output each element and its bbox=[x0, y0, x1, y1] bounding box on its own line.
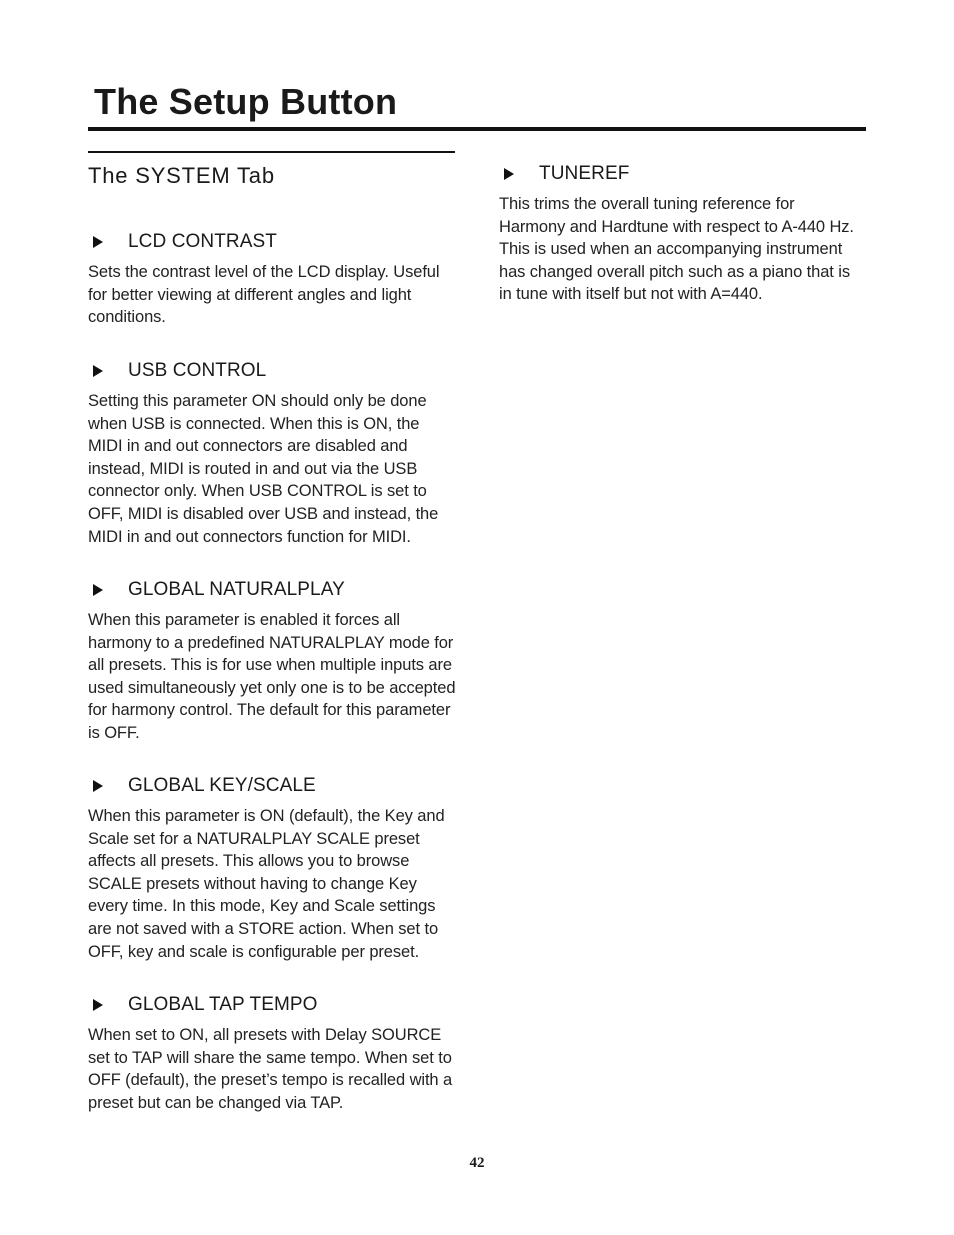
section-body: Setting this parameter ON should only be done when USB is connected. When this is ON, the MIDI in and out connectors are disabled and instead, MIDI is routed in and out via the USB connector only. When USB CONTROL is set to OFF, MIDI is disabled over USB and instead, the MIDI in and out connectors function for MIDI. bbox=[88, 392, 439, 546]
page-title: The Setup Button bbox=[94, 81, 398, 122]
section-body: When this parameter is enabled it forces all harmony to a predefined NATURALPLAY mode for all presets. This is for use when multiple inputs are used simultaneously yet only one is to be accepted for harmony control. The default for this parameter is OFF. bbox=[88, 611, 456, 742]
section-heading: USB CONTROL bbox=[128, 360, 267, 381]
section-heading: GLOBAL TAP TEMPO bbox=[128, 994, 318, 1015]
section-body: This trims the overall tuning reference for Harmony and Hardtune with respect to A-440 Hz. This is used when an accompanying instrument has changed overall pitch such as a piano that is in tune with itself but not with A=440. bbox=[499, 195, 854, 304]
section-body: When this parameter is ON (default), the Key and Scale set for a NATURALPLAY SCALE preset affects all presets. This allows you to browse SCALE presets without having to change Key every time. In this mode, Key and Scale settings are not saved with a STORE action. When set to OFF, key and scale is configurable per preset. bbox=[88, 807, 445, 961]
triangle-bullet-icon bbox=[93, 236, 103, 248]
triangle-bullet-icon bbox=[504, 168, 514, 180]
section-tuneref bbox=[499, 161, 859, 306]
section-lcd-contrast bbox=[88, 229, 458, 329]
triangle-bullet-icon bbox=[93, 999, 103, 1011]
section-heading: GLOBAL KEY/SCALE bbox=[128, 775, 316, 796]
section-heading: GLOBAL NATURALPLAY bbox=[128, 579, 345, 600]
section-heading: LCD CONTRAST bbox=[128, 231, 277, 252]
triangle-bullet-icon bbox=[93, 365, 103, 377]
title-divider bbox=[88, 127, 866, 131]
tab-divider bbox=[88, 151, 455, 153]
section-heading: TUNEREF bbox=[539, 163, 630, 184]
section-global-naturalplay bbox=[88, 577, 458, 745]
page-number: 42 bbox=[469, 1155, 485, 1171]
section-global-key-scale bbox=[88, 773, 458, 963]
section-usb-control bbox=[88, 358, 458, 548]
section-body: Sets the contrast level of the LCD display. Useful for better viewing at different angles and light conditions. bbox=[88, 263, 440, 327]
triangle-bullet-icon bbox=[93, 584, 103, 596]
triangle-bullet-icon bbox=[93, 780, 103, 792]
section-body: When set to ON, all presets with Delay SOURCE set to TAP will share the same tempo. When set to OFF (default), the preset’s tempo is recalled with a preset but can be changed via TAP. bbox=[88, 1026, 453, 1112]
tab-title: The SYSTEM Tab bbox=[88, 163, 275, 188]
section-global-tap-tempo bbox=[88, 992, 458, 1114]
